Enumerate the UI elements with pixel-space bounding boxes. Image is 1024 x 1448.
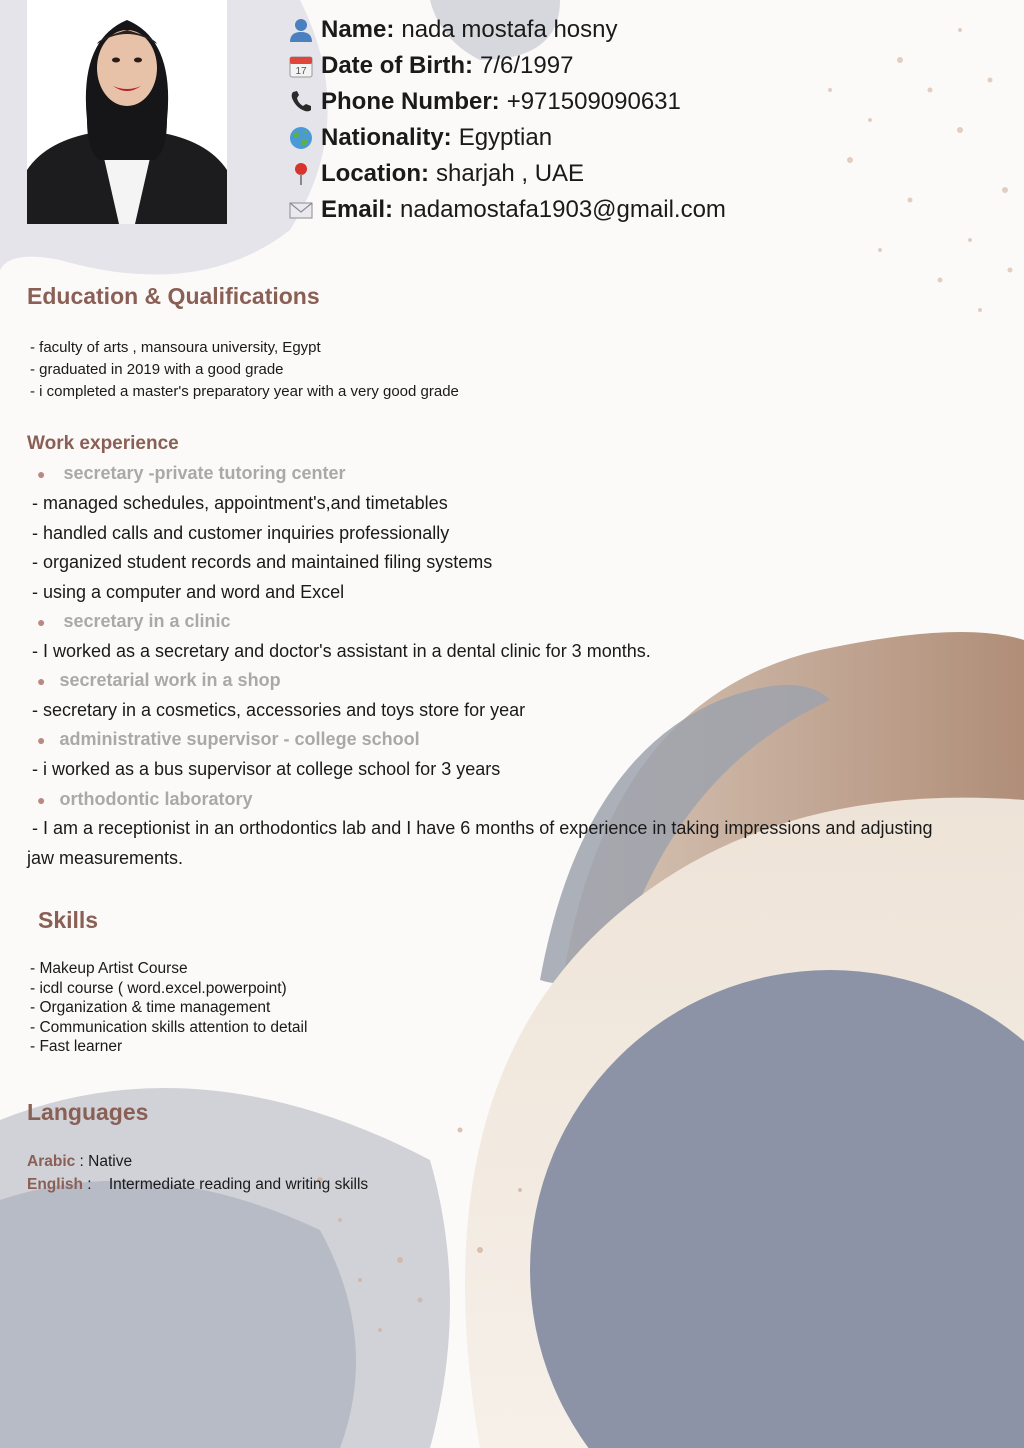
- location-value: sharjah , UAE: [436, 160, 585, 187]
- education-item: - faculty of arts , mansoura university, Egypt: [30, 339, 321, 356]
- work-line: - managed schedules, appointment's,and timetables: [32, 493, 448, 513]
- skills-list: [30, 959, 307, 1057]
- email-label: Email:: [321, 196, 394, 223]
- bullet-icon: ●: [37, 614, 46, 630]
- svg-text:17: 17: [295, 66, 307, 77]
- contact-info: [287, 12, 726, 228]
- work-role: ● administrative supervisor - college school: [37, 729, 420, 749]
- language-row: Arabic : Native: [27, 1153, 133, 1170]
- education-item: - graduated in 2019 with a good grade: [30, 361, 284, 378]
- pin-icon: [287, 160, 315, 188]
- nationality-value: Egyptian: [458, 124, 553, 151]
- bullet-icon: ●: [37, 792, 46, 808]
- bullet-icon: ●: [37, 673, 46, 689]
- skill-item: - Fast learner: [30, 1038, 123, 1055]
- contact-email-row: [287, 192, 726, 228]
- education-heading: Education & Qualifications: [27, 283, 320, 309]
- work-line: jaw measurements.: [27, 848, 184, 868]
- contact-phone-row: [287, 84, 726, 120]
- skill-item: - Organization & time management: [30, 999, 271, 1016]
- language-level: Native: [88, 1153, 133, 1170]
- contact-location-row: [287, 156, 726, 192]
- contact-nationality-row: [287, 120, 726, 156]
- name-label: Name:: [321, 16, 395, 43]
- location-label: Location:: [321, 160, 429, 187]
- nationality-label: Nationality:: [321, 124, 452, 151]
- globe-icon: [287, 124, 315, 152]
- work-line: - I worked as a secretary and doctor's assistant in a dental clinic for 3 months.: [32, 641, 651, 661]
- languages-heading: Languages: [27, 1099, 149, 1125]
- email-value: nadamostafa1903@gmail.com: [400, 196, 726, 223]
- skill-item: - Makeup Artist Course: [30, 960, 188, 977]
- phone-icon: [287, 88, 315, 116]
- work-heading: Work experience: [27, 433, 179, 454]
- skill-item: - Communication skills attention to detail: [30, 1018, 308, 1036]
- person-icon: [287, 16, 315, 44]
- work-line: - I am a receptionist in an orthodontics lab and I have 6 months of experience in taking impressions and adjusting: [32, 818, 933, 838]
- education-item: - i completed a master's preparatory year with a very good grade: [30, 383, 459, 400]
- language-level: Intermediate reading and writing skills: [108, 1176, 369, 1193]
- phone-value: +971509090631: [506, 88, 681, 115]
- work-line: - i worked as a bus supervisor at college school for 3 years: [32, 759, 501, 779]
- work-role: ● secretary in a clinic: [37, 611, 231, 631]
- envelope-icon: [287, 196, 315, 224]
- contact-dob-row: [287, 48, 726, 84]
- education-list: [30, 337, 459, 403]
- work-role: ● secretary -private tutoring center: [37, 463, 346, 483]
- work-line: - organized student records and maintained filing systems: [32, 552, 493, 572]
- skills-heading: Skills: [38, 907, 99, 933]
- bullet-icon: ●: [37, 732, 46, 748]
- work-line: - secretary in a cosmetics, accessories and toys store for year: [32, 700, 526, 720]
- contact-name-row: [287, 12, 726, 48]
- work-role: ● secretarial work in a shop: [37, 670, 281, 690]
- work-role: ● orthodontic laboratory: [37, 789, 253, 809]
- bullet-icon: ●: [37, 466, 46, 482]
- language-name: English: [27, 1176, 83, 1193]
- work-line: - using a computer and word and Excel: [32, 582, 345, 602]
- profile-photo: [27, 0, 227, 224]
- calendar-icon: [287, 52, 315, 80]
- language-row: English : Intermediate reading and writing skills: [27, 1176, 369, 1193]
- work-line: - handled calls and customer inquiries professionally: [32, 523, 450, 543]
- name-value: nada mostafa hosny: [401, 16, 618, 43]
- phone-label: Phone Number:: [321, 88, 500, 115]
- language-name: Arabic: [27, 1153, 76, 1170]
- dob-label: Date of Birth:: [321, 52, 473, 79]
- dob-value: 7/6/1997: [480, 52, 574, 79]
- skill-item: - icdl course ( word.excel.powerpoint): [30, 979, 287, 997]
